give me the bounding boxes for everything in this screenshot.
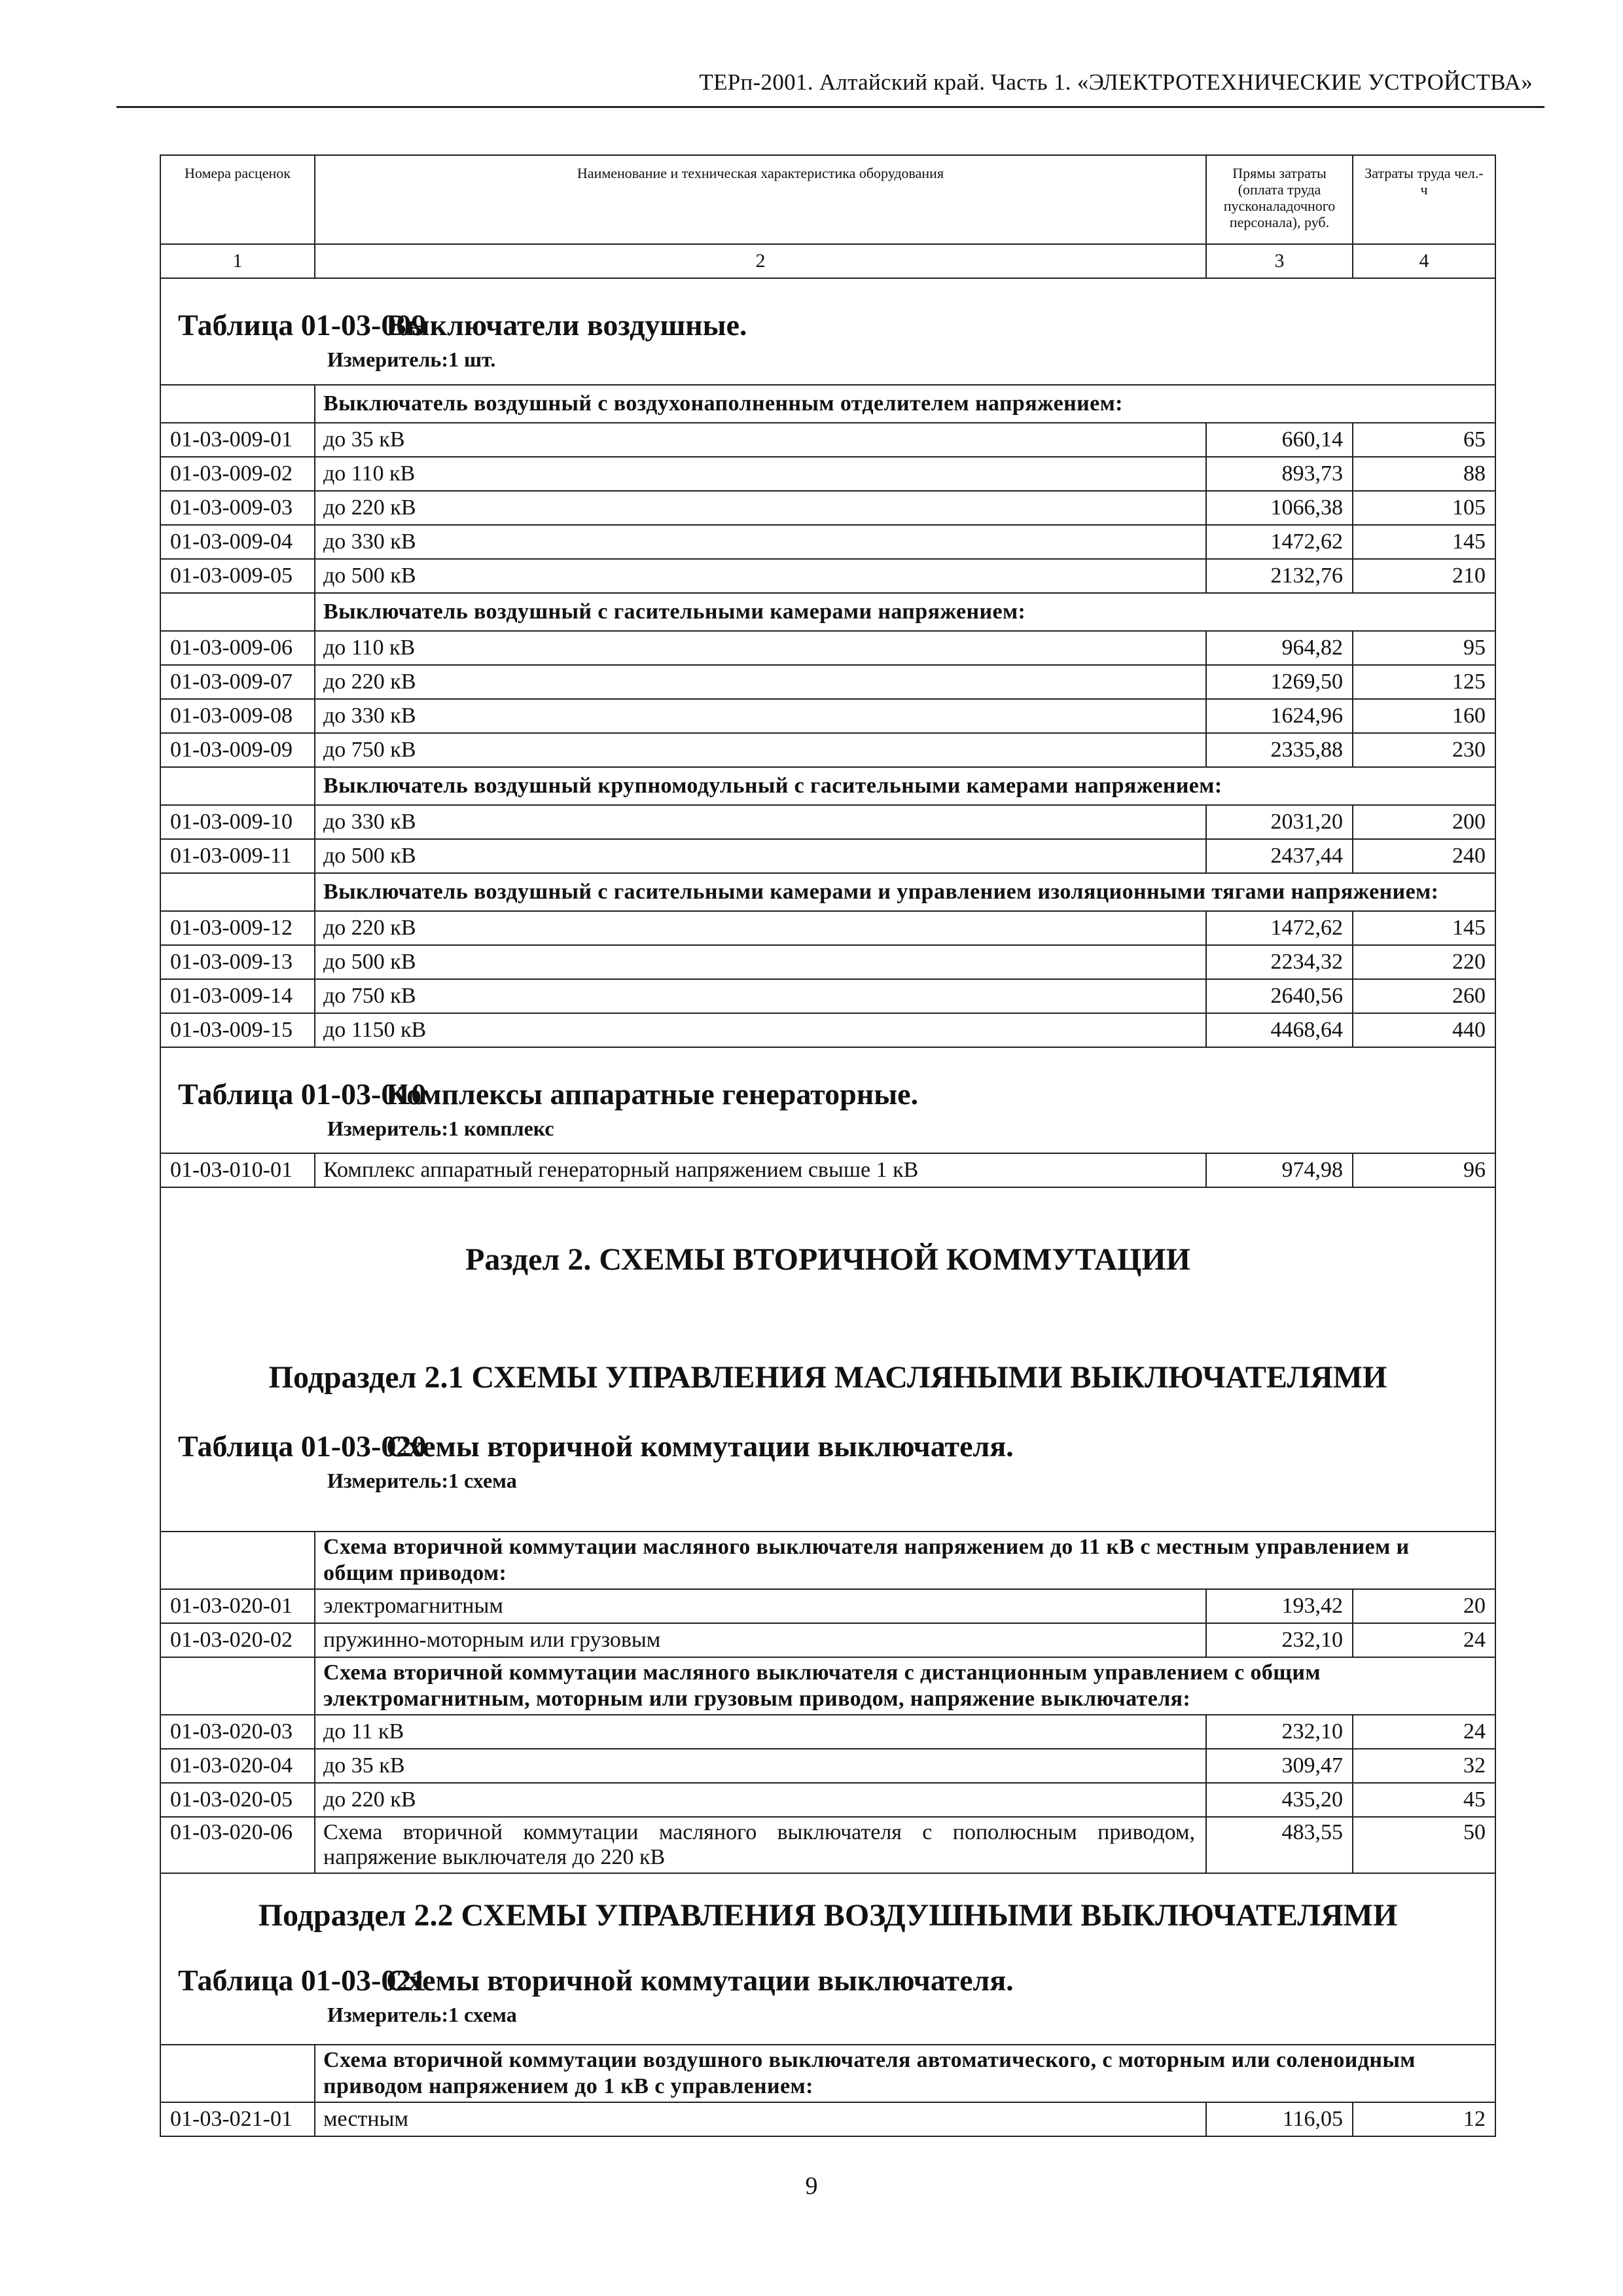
- rate-code: 01-03-009-12: [160, 911, 315, 945]
- rate-code: 01-03-009-01: [160, 423, 315, 457]
- table-row: [160, 1749, 1495, 1783]
- table-row: [160, 631, 1495, 665]
- rate-cost: 435,20: [1206, 1783, 1353, 1817]
- rate-cost: 964,82: [1206, 631, 1353, 665]
- table-name: Комплексы аппаратные генераторные.: [386, 1077, 919, 1111]
- rate-cost: 1472,62: [1206, 525, 1353, 559]
- rate-code: 01-03-009-13: [160, 945, 315, 979]
- table-title-row: [160, 1047, 1495, 1153]
- rate-code: 01-03-009-08: [160, 699, 315, 733]
- group-row: [160, 873, 1495, 911]
- table-row: [160, 979, 1495, 1013]
- column-number-row: [160, 244, 1495, 278]
- rate-cost: 116,05: [1206, 2102, 1353, 2136]
- rate-code: 01-03-009-04: [160, 525, 315, 559]
- rate-cost: 2132,76: [1206, 559, 1353, 593]
- rate-labor: 230: [1353, 733, 1495, 767]
- rate-code: 01-03-020-03: [160, 1715, 315, 1749]
- rate-name: до 220 кВ: [315, 1783, 1206, 1817]
- running-header-title: ТЕРп-2001. Алтайский край. Часть 1. «ЭЛЕКТРОТЕХНИЧЕСКИЕ УСТРОЙСТВА»: [699, 69, 1533, 95]
- rate-cost: 974,98: [1206, 1153, 1353, 1187]
- rate-name: до 220 кВ: [315, 665, 1206, 699]
- rate-name: до 35 кВ: [315, 423, 1206, 457]
- table-title: [161, 305, 1495, 346]
- measure-unit: Измеритель:1 схема: [327, 2003, 517, 2026]
- section-block: [160, 1873, 1495, 2045]
- rate-labor: 260: [1353, 979, 1495, 1013]
- table-row: [160, 1783, 1495, 1817]
- rate-name: до 750 кВ: [315, 733, 1206, 767]
- rate-cost: 232,10: [1206, 1715, 1353, 1749]
- rate-code: 01-03-010-01: [160, 1153, 315, 1187]
- rate-name: до 220 кВ: [315, 911, 1206, 945]
- rate-code: 01-03-020-04: [160, 1749, 315, 1783]
- rate-code: 01-03-009-15: [160, 1013, 315, 1047]
- running-header: [116, 69, 1544, 108]
- table-title: [161, 1426, 1495, 1467]
- table-number: Таблица 01-03-020: [178, 1429, 427, 1463]
- table-row: [160, 559, 1495, 593]
- rate-name: местным: [315, 2102, 1206, 2136]
- table-name: Схемы вторичной коммутации выключателя.: [386, 1964, 1014, 1997]
- table-row: [160, 665, 1495, 699]
- rate-cost: 4468,64: [1206, 1013, 1353, 1047]
- rate-name: до 220 кВ: [315, 491, 1206, 525]
- col-number-1: 1: [160, 244, 315, 278]
- group-heading: Выключатель воздушный крупномодульный с гасительными камерами напряжением:: [315, 767, 1495, 805]
- rate-code: 01-03-009-09: [160, 733, 315, 767]
- col-number-4: 4: [1353, 244, 1495, 278]
- table-row: [160, 2102, 1495, 2136]
- rate-cost: 660,14: [1206, 423, 1353, 457]
- table-row: [160, 1013, 1495, 1047]
- section-heading: Раздел 2. СХЕМЫ ВТОРИЧНОЙ КОММУТАЦИИ: [465, 1242, 1190, 1277]
- rate-name: до 500 кВ: [315, 839, 1206, 873]
- rate-code: 01-03-020-01: [160, 1589, 315, 1623]
- rate-name: до 11 кВ: [315, 1715, 1206, 1749]
- rate-cost: 1472,62: [1206, 911, 1353, 945]
- measure-unit: Измеритель:1 шт.: [327, 348, 496, 371]
- group-row: [160, 1657, 1495, 1715]
- page-number: 9: [805, 2172, 818, 2200]
- table-number: Таблица 01-03-009: [178, 308, 427, 342]
- rate-name: до 330 кВ: [315, 699, 1206, 733]
- rate-labor: 220: [1353, 945, 1495, 979]
- table-row: [160, 945, 1495, 979]
- rate-labor: 145: [1353, 525, 1495, 559]
- rate-name: Комплекс аппаратный генераторный напряжением свыше 1 кВ: [315, 1153, 1206, 1187]
- rate-cost: 2031,20: [1206, 805, 1353, 839]
- rate-cost: 893,73: [1206, 457, 1353, 491]
- rate-labor: 95: [1353, 631, 1495, 665]
- table-row: [160, 491, 1495, 525]
- table-row: [160, 733, 1495, 767]
- group-heading: Выключатель воздушный с воздухонаполненным отделителем напряжением:: [315, 385, 1495, 423]
- subsection-heading: Подраздел 2.1 СХЕМЫ УПРАВЛЕНИЯ МАСЛЯНЫМИ ВЫКЛЮЧАТЕЛЯМИ: [268, 1360, 1387, 1395]
- rate-code: 01-03-021-01: [160, 2102, 315, 2136]
- rate-cost: 2640,56: [1206, 979, 1353, 1013]
- col-header-codes: Номера расценок: [160, 155, 315, 244]
- col-header-labor: Затраты труда чел.-ч: [1353, 155, 1495, 244]
- rate-code: 01-03-009-14: [160, 979, 315, 1013]
- rate-name: до 500 кВ: [315, 559, 1206, 593]
- rate-code: 01-03-009-10: [160, 805, 315, 839]
- col-header-name: Наименование и техническая характеристика оборудования: [315, 155, 1206, 244]
- table-row: [160, 423, 1495, 457]
- rate-labor: 88: [1353, 457, 1495, 491]
- rate-labor: 240: [1353, 839, 1495, 873]
- rate-labor: 145: [1353, 911, 1495, 945]
- rate-code: 01-03-009-07: [160, 665, 315, 699]
- price-table: [160, 154, 1496, 2137]
- table-row: [160, 1817, 1495, 1873]
- group-heading: Схема вторичной коммутации масляного выключателя напряжением до 11 кВ с местным управлением и общим приводом:: [315, 1532, 1495, 1589]
- group-row: [160, 593, 1495, 631]
- rate-cost: 483,55: [1206, 1817, 1353, 1873]
- table-row: [160, 1153, 1495, 1187]
- rate-code: 01-03-020-06: [160, 1817, 315, 1873]
- rate-labor: 32: [1353, 1749, 1495, 1783]
- rate-code: 01-03-009-02: [160, 457, 315, 491]
- rate-labor: 50: [1353, 1817, 1495, 1873]
- rate-name: до 1150 кВ: [315, 1013, 1206, 1047]
- table-row: [160, 699, 1495, 733]
- section-block: [160, 1187, 1495, 1532]
- group-row: [160, 2045, 1495, 2102]
- group-heading: Выключатель воздушный с гасительными камерами и управлением изоляционными тягами напряжением:: [315, 873, 1495, 911]
- col-number-2: 2: [315, 244, 1206, 278]
- group-heading: Схема вторичной коммутации воздушного выключателя автоматического, с моторным или соленоидным приводом напряжением до 1 кВ с управлением:: [315, 2045, 1495, 2102]
- table-title-block: [160, 1047, 1495, 1153]
- table-title-row: [160, 278, 1495, 385]
- rate-name: пружинно-моторным или грузовым: [315, 1623, 1206, 1657]
- group-row: [160, 767, 1495, 805]
- rate-name: до 35 кВ: [315, 1749, 1206, 1783]
- rate-code: 01-03-020-02: [160, 1623, 315, 1657]
- table-title-block: [160, 278, 1495, 385]
- rate-labor: 24: [1353, 1715, 1495, 1749]
- rate-name: до 330 кВ: [315, 525, 1206, 559]
- rate-cost: 193,42: [1206, 1589, 1353, 1623]
- rate-name: до 110 кВ: [315, 631, 1206, 665]
- rate-name: до 330 кВ: [315, 805, 1206, 839]
- group-row: [160, 1532, 1495, 1589]
- rate-cost: 232,10: [1206, 1623, 1353, 1657]
- rate-labor: 20: [1353, 1589, 1495, 1623]
- rate-cost: 1066,38: [1206, 491, 1353, 525]
- rate-cost: 2335,88: [1206, 733, 1353, 767]
- rate-cost: 1624,96: [1206, 699, 1353, 733]
- table-row: [160, 1715, 1495, 1749]
- table-row: [160, 1589, 1495, 1623]
- rate-labor: 105: [1353, 491, 1495, 525]
- measure-unit: Измеритель:1 комплекс: [327, 1117, 554, 1140]
- table-number: Таблица 01-03-021: [178, 1964, 427, 1997]
- rate-labor: 24: [1353, 1623, 1495, 1657]
- table-number: Таблица 01-03-010: [178, 1077, 427, 1111]
- group-heading: Выключатель воздушный с гасительными камерами напряжением:: [315, 593, 1495, 631]
- rate-code: 01-03-009-05: [160, 559, 315, 593]
- table-row: [160, 457, 1495, 491]
- col-header-cost: Прямы затраты (оплата труда пусконаладочного персонала), руб.: [1206, 155, 1353, 244]
- table-name: Схемы вторичной коммутации выключателя.: [386, 1429, 1014, 1463]
- rate-name: электромагнитным: [315, 1589, 1206, 1623]
- rate-labor: 45: [1353, 1783, 1495, 1817]
- rate-labor: 200: [1353, 805, 1495, 839]
- measure-unit: Измеритель:1 схема: [327, 1469, 517, 1492]
- rate-cost: 1269,50: [1206, 665, 1353, 699]
- rate-labor: 65: [1353, 423, 1495, 457]
- rate-cost: 2234,32: [1206, 945, 1353, 979]
- table-name: Выключатели воздушные.: [386, 308, 747, 342]
- rate-labor: 125: [1353, 665, 1495, 699]
- rate-code: 01-03-009-06: [160, 631, 315, 665]
- table-row: [160, 805, 1495, 839]
- table-header-row: [160, 155, 1495, 244]
- table-title: [161, 1074, 1495, 1115]
- rate-labor: 160: [1353, 699, 1495, 733]
- rate-name: до 500 кВ: [315, 945, 1206, 979]
- rate-code: 01-03-009-11: [160, 839, 315, 873]
- rate-name: до 750 кВ: [315, 979, 1206, 1013]
- rate-cost: 2437,44: [1206, 839, 1353, 873]
- subsection-heading: Подраздел 2.2 СХЕМЫ УПРАВЛЕНИЯ ВОЗДУШНЫМИ ВЫКЛЮЧАТЕЛЯМИ: [258, 1898, 1398, 1933]
- table-row: [160, 839, 1495, 873]
- rate-name: до 110 кВ: [315, 457, 1206, 491]
- section-block-row: [160, 1187, 1495, 1532]
- rate-labor: 210: [1353, 559, 1495, 593]
- rate-cost: 309,47: [1206, 1749, 1353, 1783]
- col-number-3: 3: [1206, 244, 1353, 278]
- table-row: [160, 911, 1495, 945]
- section-block-row: [160, 1873, 1495, 2045]
- rate-code: 01-03-020-05: [160, 1783, 315, 1817]
- rate-labor: 440: [1353, 1013, 1495, 1047]
- group-row: [160, 385, 1495, 423]
- table-row: [160, 525, 1495, 559]
- rate-name: Схема вторичной коммутации масляного выключателя с пополюсным приводом, напряжение выключателя до 220 кВ: [315, 1817, 1206, 1873]
- group-heading: Схема вторичной коммутации масляного выключателя с дистанционным управлением с общим электромагнитным, моторным или грузовым приводом, напряжение выключателя:: [315, 1657, 1495, 1715]
- table-title: [161, 1960, 1495, 2001]
- rate-code: 01-03-009-03: [160, 491, 315, 525]
- table-row: [160, 1623, 1495, 1657]
- rate-labor: 96: [1353, 1153, 1495, 1187]
- rate-labor: 12: [1353, 2102, 1495, 2136]
